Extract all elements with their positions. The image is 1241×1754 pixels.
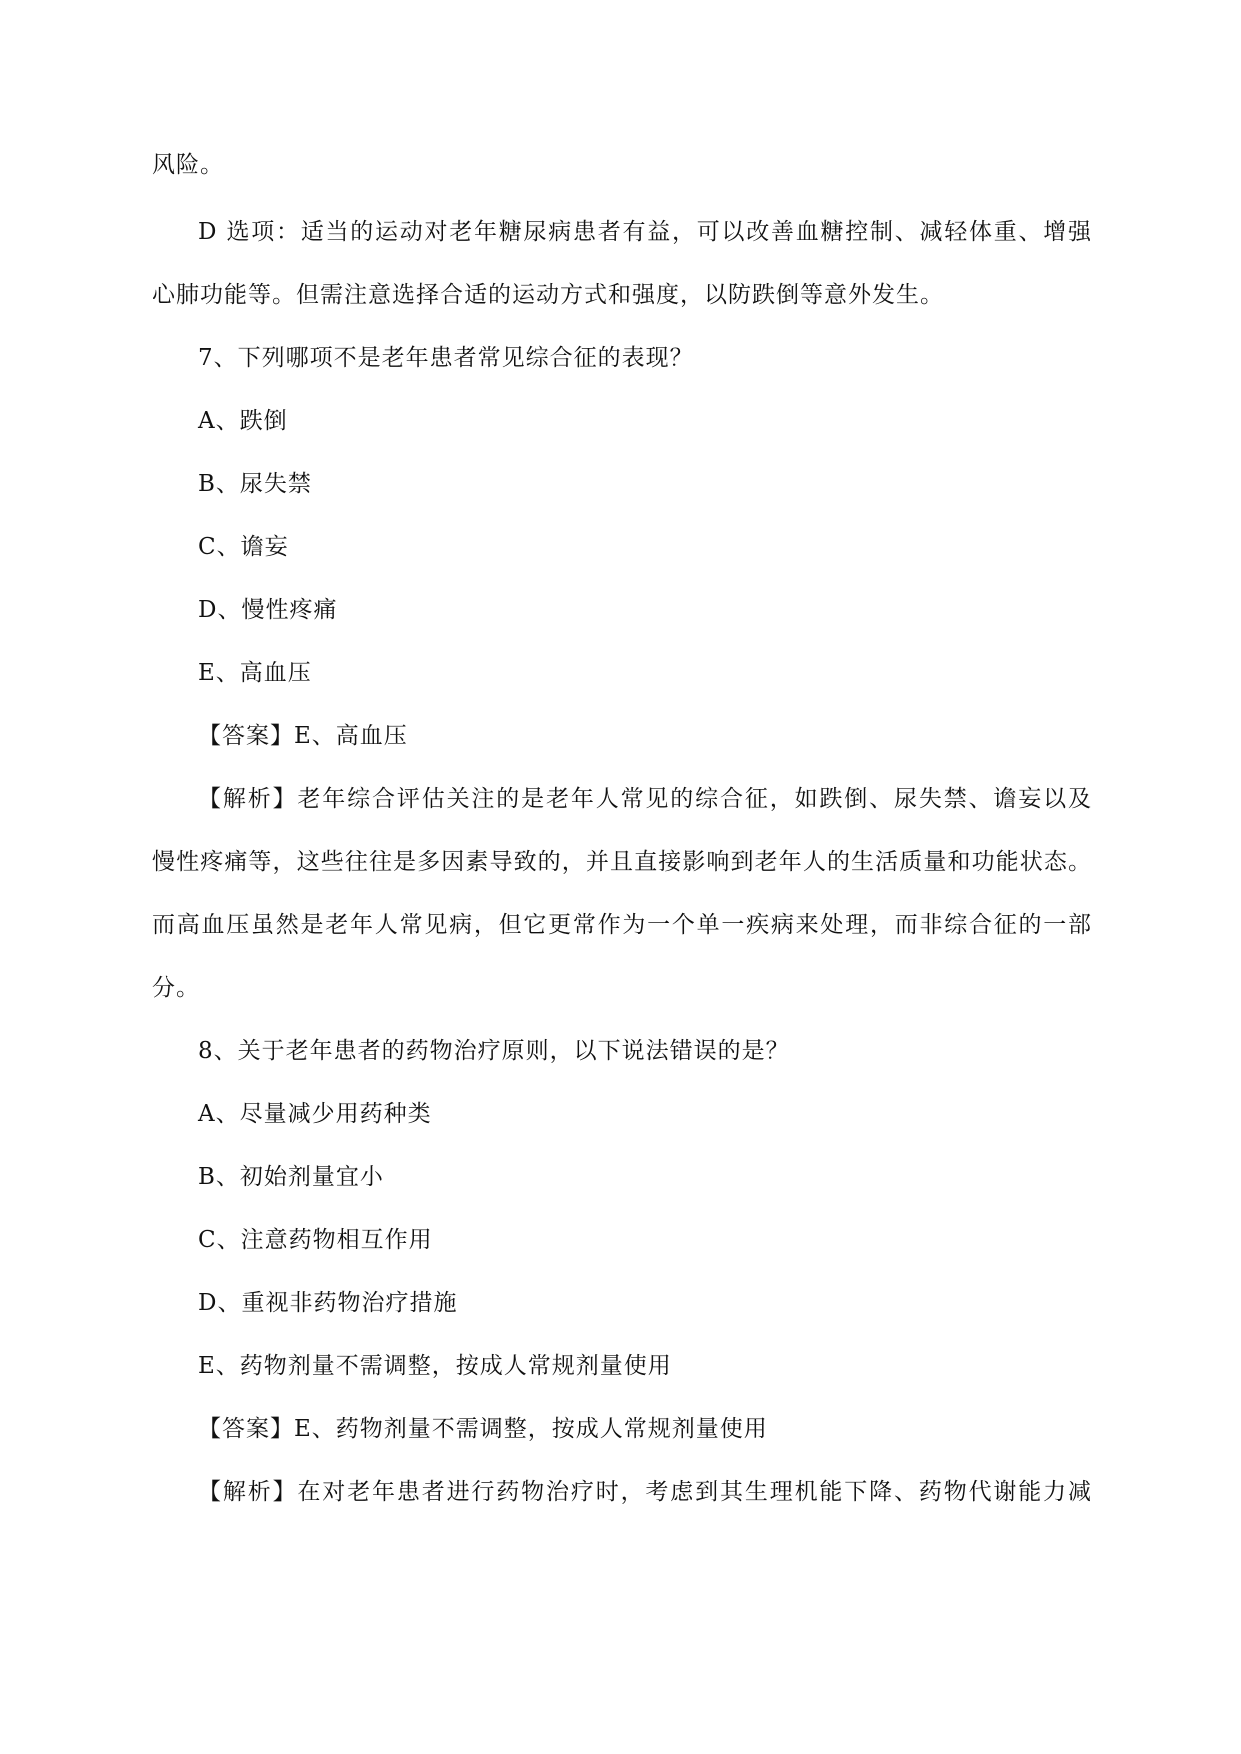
analysis-line: 【解析】在对老年患者进行药物治疗时，考虑到其生理机能下降、药物代谢能力减 [198, 1479, 1092, 1505]
option-line: D、重视非药物治疗措施 [198, 1290, 458, 1316]
text-line: 心肺功能等。但需注意选择合适的运动方式和强度，以防跌倒等意外发生。 [152, 282, 944, 308]
option-line: C、谵妄 [198, 534, 289, 560]
option-line: E、高血压 [198, 660, 312, 686]
analysis-line: 慢性疼痛等，这些往往是多因素导致的，并且直接影响到老年人的生活质量和功能状态。 [152, 849, 1092, 875]
analysis-line: 分。 [152, 975, 200, 1001]
question-title: 8、关于老年患者的药物治疗原则，以下说法错误的是？ [198, 1038, 790, 1064]
text-line: 风险。 [152, 152, 224, 178]
analysis-line: 而高血压虽然是老年人常见病，但它更常作为一个单一疾病来处理，而非综合征的一部 [152, 912, 1092, 938]
answer-line: 【答案】E、药物剂量不需调整，按成人常规剂量使用 [198, 1416, 768, 1442]
option-line: E、药物剂量不需调整，按成人常规剂量使用 [198, 1353, 672, 1379]
option-line: C、注意药物相互作用 [198, 1227, 433, 1253]
option-line: B、初始剂量宜小 [198, 1164, 384, 1190]
option-line: B、尿失禁 [198, 471, 312, 497]
question-title: 7、下列哪项不是老年患者常见综合征的表现？ [198, 345, 694, 371]
option-line: A、尽量减少用药种类 [198, 1101, 432, 1127]
option-line: D、慢性疼痛 [198, 597, 338, 623]
answer-line: 【答案】E、高血压 [198, 723, 408, 749]
analysis-line: 【解析】老年综合评估关注的是老年人常见的综合征，如跌倒、尿失禁、谵妄以及 [198, 786, 1092, 812]
option-line: A、跌倒 [198, 408, 288, 434]
text-line: D 选项：适当的运动对老年糖尿病患者有益，可以改善血糖控制、减轻体重、增强 [198, 219, 1092, 245]
